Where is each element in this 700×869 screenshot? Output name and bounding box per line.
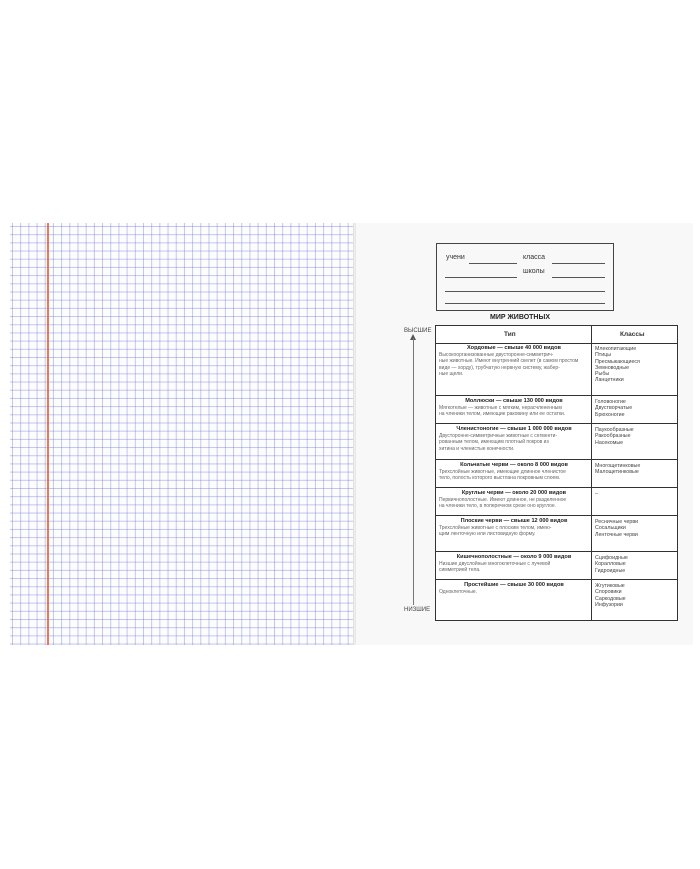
- type-cell: [439, 518, 589, 538]
- label-line: [445, 291, 605, 292]
- type-desc-line: на членики тело, в поперечном срезе оно круглое.: [439, 503, 557, 510]
- type-desc-line: щим ленточную или листовидную форму.: [439, 531, 536, 538]
- type-desc-line: Трехслойные животные, имеющие длинное членистое: [439, 469, 566, 475]
- classes-cell: [595, 427, 677, 446]
- grid-page: [10, 223, 353, 645]
- label-row-student: [445, 254, 605, 266]
- label-line: [469, 263, 517, 264]
- class-item: Насекомые: [595, 439, 624, 446]
- table-row: [436, 488, 677, 516]
- type-desc-line: Низшие двуслойные многоклеточные с лучевой: [439, 561, 551, 567]
- type-desc-line: рованным телом, имеющим плотный покров из: [439, 439, 549, 446]
- label-row-blank: [445, 282, 605, 294]
- classes-cell: [595, 583, 677, 608]
- class-item: Инфузории: [595, 601, 623, 608]
- type-desc-line: тело, полость которого выстлана покровным слоем.: [439, 475, 561, 482]
- classes-cell: [595, 399, 677, 418]
- type-desc-line: Первичнополостные. Имеют длинное, не разделенное: [439, 497, 567, 503]
- table-row: [436, 460, 677, 488]
- type-desc-line: хитина и членистые конечности.: [439, 445, 515, 452]
- type-cell: [439, 426, 589, 452]
- table-header: [436, 326, 677, 344]
- type-cell: [439, 582, 589, 595]
- type-title: Простейшие — свыше 30 000 видов: [464, 582, 564, 588]
- class-item: Многощетинковые: [595, 463, 641, 469]
- class-item: Птицы: [595, 352, 612, 359]
- table-title: МИР ЖИВОТНЫХ: [490, 314, 551, 321]
- type-desc-line: Мягкотелые — животные с мягким, нерасчлененным: [439, 405, 562, 411]
- label-student-text: учени: [446, 254, 465, 261]
- class-item: Паукообразные: [595, 427, 634, 433]
- type-desc-line: симметрией тела.: [439, 567, 481, 574]
- class-item: Саркодовые: [595, 595, 626, 602]
- classes-cell: [595, 555, 677, 574]
- type-title: Плоские черви — свыше 12 000 видов: [460, 518, 568, 524]
- class-item: Споровики: [595, 589, 622, 596]
- label-row-school: [445, 268, 605, 280]
- header-classes: Классы: [620, 331, 645, 338]
- class-item: Брюхоногие: [595, 411, 625, 418]
- axis-label-low: НИЗШИЕ: [404, 607, 431, 613]
- classes-cell: [595, 519, 677, 538]
- type-desc-line: виде — хорду), трубчатую нервную систему, жабер-: [439, 364, 560, 371]
- notebook-spread: [10, 223, 693, 645]
- label-class-text: класса: [523, 254, 546, 261]
- class-item: Пресмыкающиеся: [595, 358, 640, 365]
- name-label-box: [436, 243, 614, 311]
- class-item: Двустворчатые: [595, 405, 633, 412]
- classes-cell: [595, 463, 677, 476]
- class-item: Жгутиковые: [595, 583, 625, 589]
- type-cell: [439, 462, 589, 482]
- class-item: Млекопитающие: [595, 346, 637, 352]
- type-desc-line: Высокоорганизованные двусторонне-симметрич-: [439, 352, 554, 358]
- label-line: [445, 303, 605, 304]
- margin-line: [47, 223, 49, 645]
- table-row: [436, 424, 677, 460]
- hierarchy-axis: [413, 338, 414, 605]
- type-desc-line: на членики телом, имеющие раковину или ее остатки.: [439, 411, 566, 418]
- class-item: Головоногие: [595, 399, 626, 405]
- class-item: Ракообразные: [595, 433, 631, 440]
- type-cell: [439, 345, 589, 377]
- label-row-blank: [445, 294, 605, 306]
- classes-cell: [595, 491, 677, 497]
- type-title: Хордовые — свыше 40 000 видов: [467, 345, 561, 351]
- type-title: Членистоногие — свыше 1 000 000 видов: [456, 426, 572, 432]
- cover-page: [356, 223, 693, 645]
- class-item: Сцифоидные: [595, 555, 628, 561]
- table-row: [436, 580, 677, 620]
- class-item: Малощетинковые: [595, 469, 639, 476]
- label-line: [445, 277, 517, 278]
- type-title: Кольчатые черви — около 8 000 видов: [460, 462, 568, 468]
- animal-world-table: [435, 325, 678, 621]
- class-item: Гидроидные: [595, 567, 626, 574]
- type-desc-line: Трехслойные животные с плоским телом, имею-: [439, 525, 552, 531]
- type-cell: [439, 398, 589, 418]
- type-cell: [439, 490, 589, 510]
- label-line: [552, 263, 605, 264]
- type-desc-line: Одноклеточные.: [439, 589, 478, 595]
- class-item: Ланцетники: [595, 377, 624, 384]
- header-type: Тип: [504, 331, 516, 338]
- type-desc-line: ные животные. Имеют внутренний скелет (в самом простом: [439, 358, 579, 365]
- label-school-text: школы: [523, 268, 545, 275]
- table-row: [436, 396, 677, 424]
- type-cell: [439, 554, 589, 574]
- table-row: [436, 552, 677, 580]
- table-row: [436, 516, 677, 552]
- type-desc-line: Двусторонне-симметричные животные с сегменти-: [439, 433, 558, 439]
- class-item: Коралловые: [595, 561, 626, 568]
- axis-label-high: ВЫСШИЕ: [404, 328, 432, 334]
- class-item: Рыбы: [595, 371, 610, 378]
- type-title: Кишечнополостные — около 9 000 видов: [456, 554, 572, 560]
- type-desc-line: ные щели.: [439, 370, 464, 377]
- class-item: Сосальщики: [595, 525, 626, 532]
- label-line: [552, 277, 605, 278]
- type-title: Круглые черви — около 20 000 видов: [461, 490, 567, 496]
- classes-cell: [595, 346, 677, 384]
- class-item: –: [595, 491, 598, 497]
- type-title: Моллюски — свыше 130 000 видов: [465, 398, 563, 404]
- class-item: Ресничные черви: [595, 519, 639, 525]
- class-item: Земноводные: [595, 364, 630, 371]
- table-row: [436, 343, 677, 396]
- class-item: Ленточные черви: [595, 531, 638, 538]
